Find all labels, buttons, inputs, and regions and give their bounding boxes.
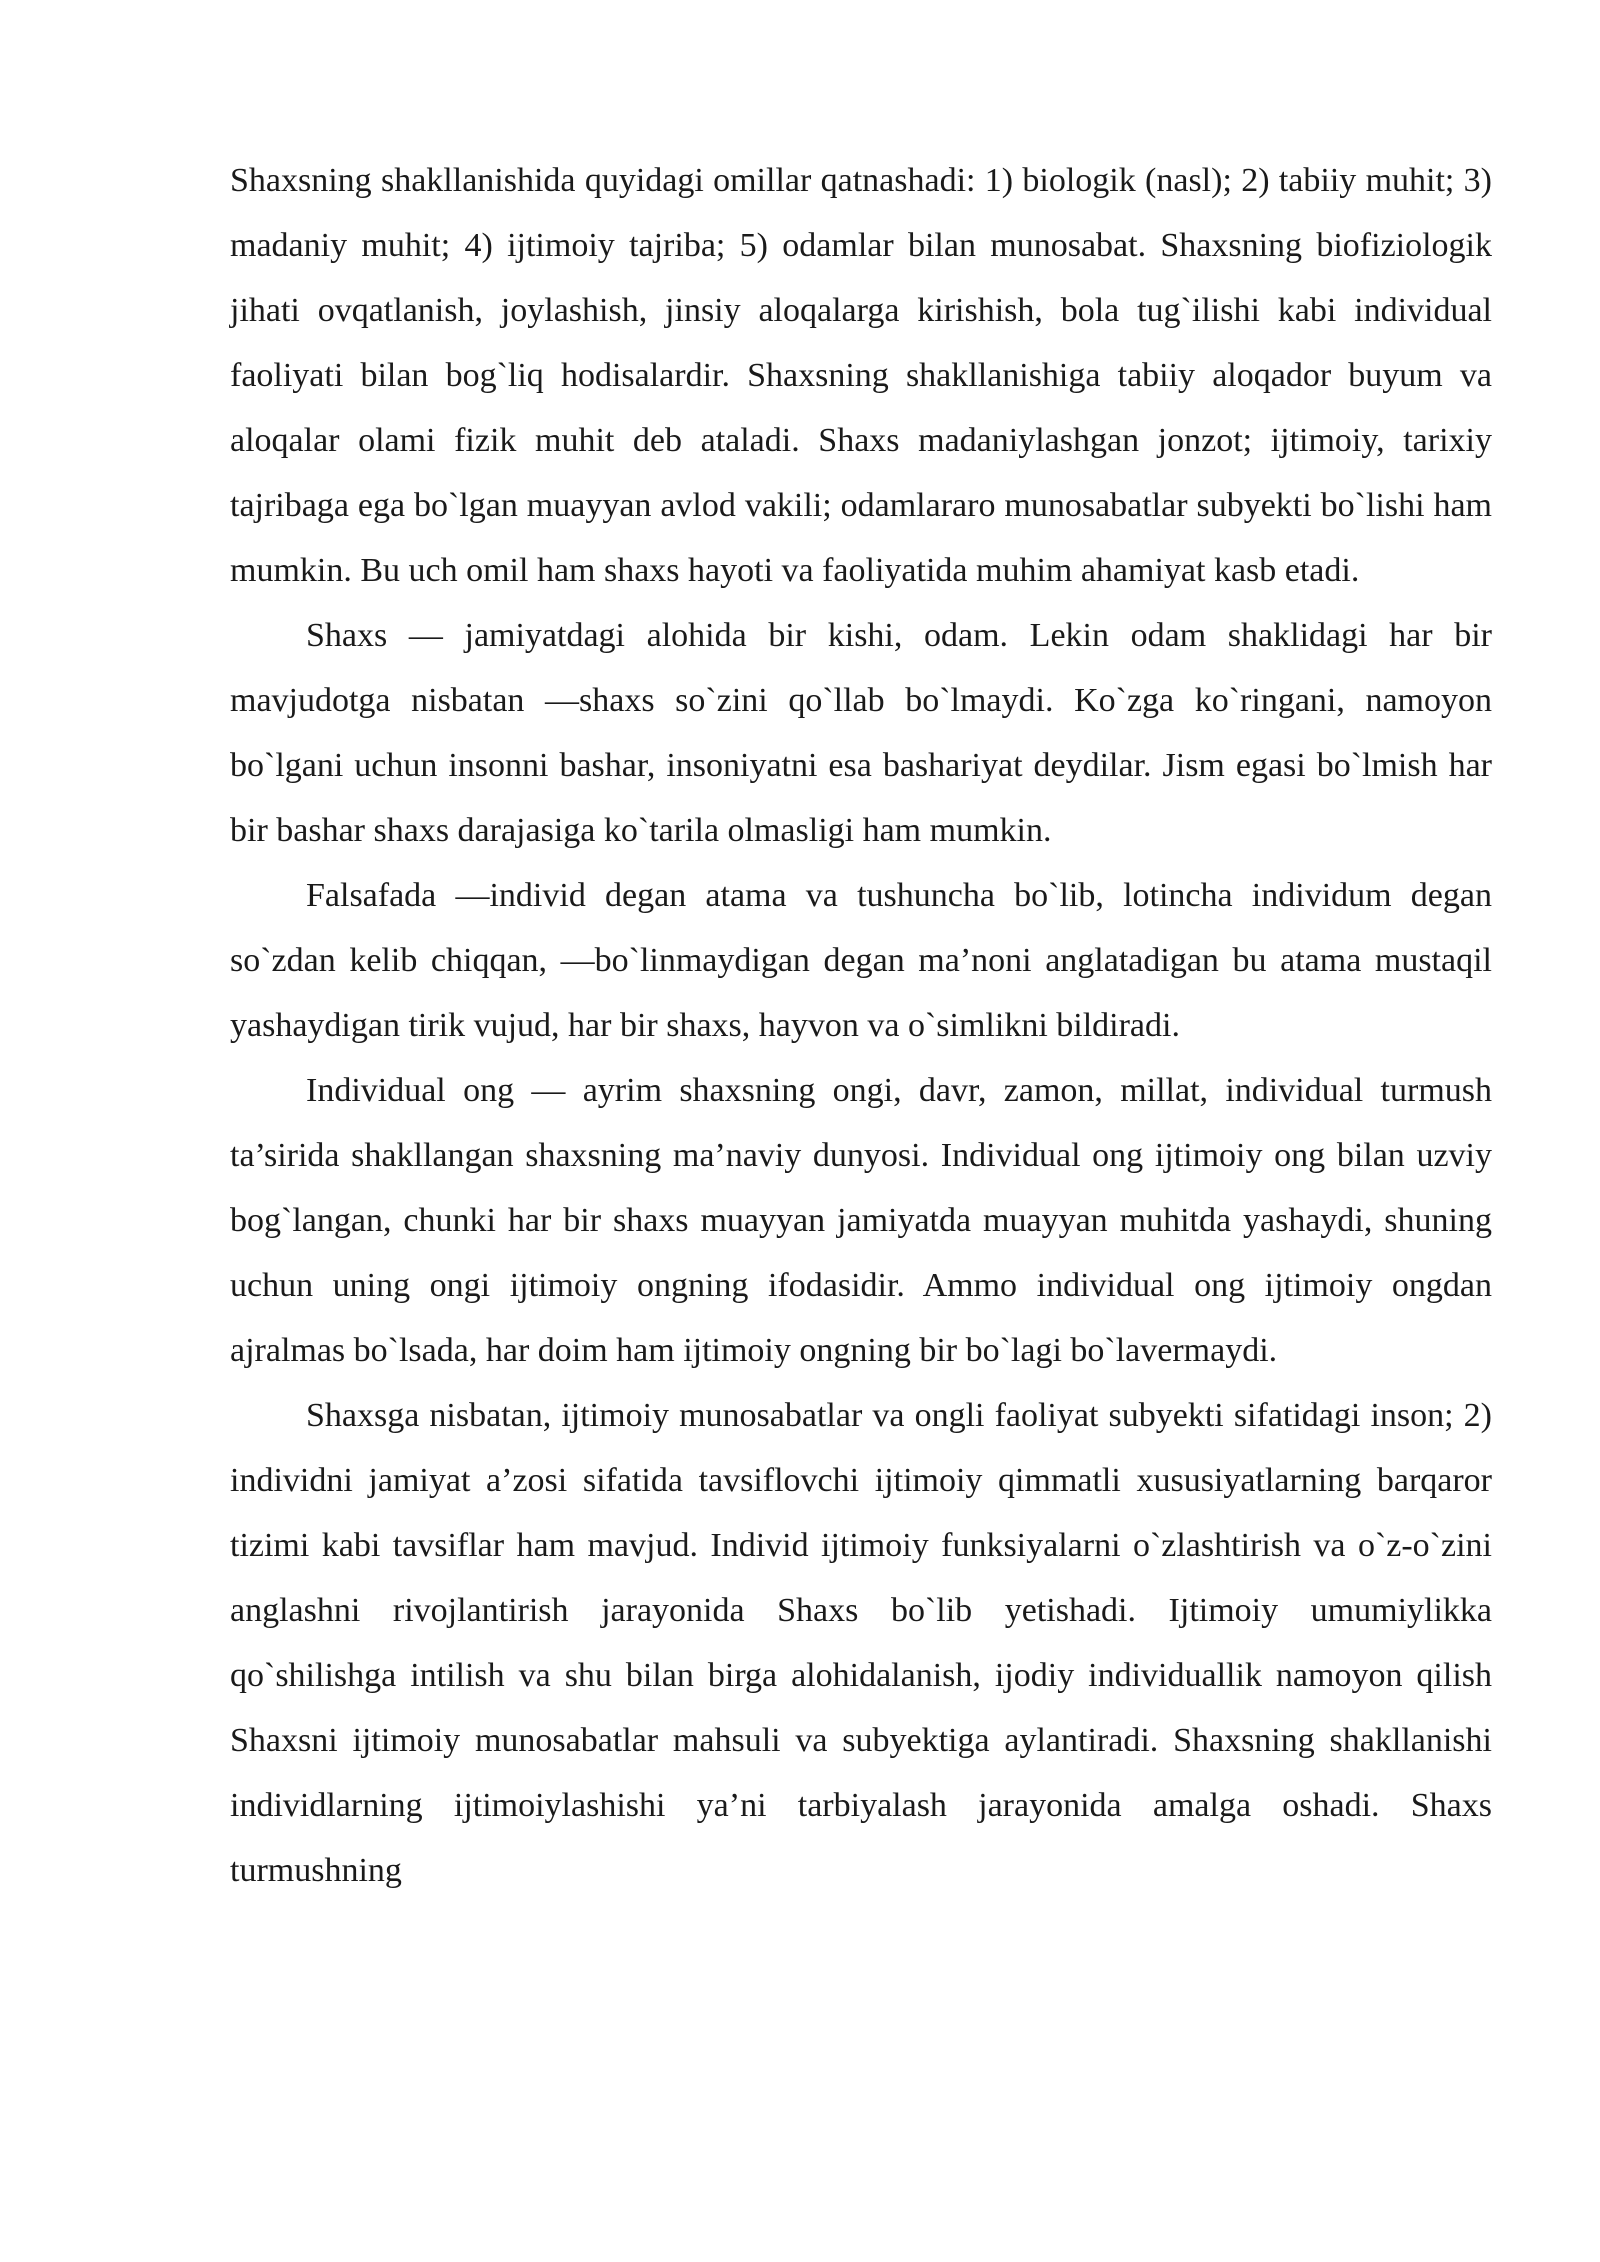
paragraph-2: Shaxs — jamiyatdagi alohida bir kishi, odam. Lekin odam shaklidagi har bir mavjudotga nisbatan —shaxs so`zini qo`llab bo`lmaydi. Ko`zga ko`ringani, namoyon bo`lgani uchun insonni bashar, insoniyatni esa bashariyat deydilar. Jism egasi bo`lmish har bir bashar shaxs darajasiga ko`tarila olmasligi ham mumkin. <box>230 617 1492 849</box>
paragraph-4: Individual ong — ayrim shaxsning ongi, davr, zamon, millat, individual turmush ta’sirida shakllangan shaxsning ma’naviy dunyosi. Individual ong ijtimoiy ong bilan uzviy bog`langan, chunki har bir shaxs muayyan jamiyatda muayyan muhitda yashaydi, shuning uchun uning ongi ijtimoiy ongning ifodasidir. Ammo individual ong ijtimoiy ongdan ajralmas bo`lsada, har doim ham ijtimoiy ongning bir bo`lagi bo`lavermaydi. <box>230 1072 1492 1369</box>
document-page <box>230 148 1492 1903</box>
paragraph-3: Falsafada —individ degan atama va tushuncha bo`lib, lotincha individum degan so`zdan kelib chiqqan, —bo`linmaydigan degan ma’noni anglatadigan bu atama mustaqil yashaydigan tirik vujud, har bir shaxs, hayvon va o`simlikni bildiradi. <box>230 877 1492 1044</box>
paragraph-1: Shaxsning shakllanishida quyidagi omillar qatnashadi: 1) biologik (nasl); 2) tabiiy muhit; 3) madaniy muhit; 4) ijtimoiy tajriba; 5) odamlar bilan munosabat. Shaxsning biofiziologik jihati ovqatlanish, joylashish, jinsiy aloqalarga kirishish, bola tug`ilishi kabi individual faoliyati bilan bog`liq hodisalardir. Shaxsning shakllanishiga tabiiy aloqador buyum va aloqalar olami fizik muhit deb ataladi. Shaxs madaniylashgan jonzot; ijtimoiy, tarixiy tajribaga ega bo`lgan muayyan avlod vakili; odamlararo munosabatlar subyekti bo`lishi ham mumkin. Bu uch omil ham shaxs hayoti va faoliyatida muhim ahamiyat kasb etadi. <box>230 162 1492 589</box>
paragraph-5: Shaxsga nisbatan, ijtimoiy munosabatlar va ongli faoliyat subyekti sifatidagi inson; 2) individni jamiyat a’zosi sifatida tavsiflovchi ijtimoiy qimmatli xususiyatlarning barqaror tizimi kabi tavsiflar ham mavjud. Individ ijtimoiy funksiyalarni o`zlashtirish va o`z-o`zini anglashni rivojlantirish jarayonida Shaxs bo`lib yetishadi. Ijtimoiy umumiylikka qo`shilishga intilish va shu bilan birga alohidalanish, ijodiy individuallik namoyon qilish Shaxsni ijtimoiy munosabatlar mahsuli va subyektiga aylantiradi. Shaxsning shakllanishi individlarning ijtimoiylashishi ya’ni tarbiyalash jarayonida amalga oshadi. Shaxs turmushning <box>230 1397 1492 1889</box>
